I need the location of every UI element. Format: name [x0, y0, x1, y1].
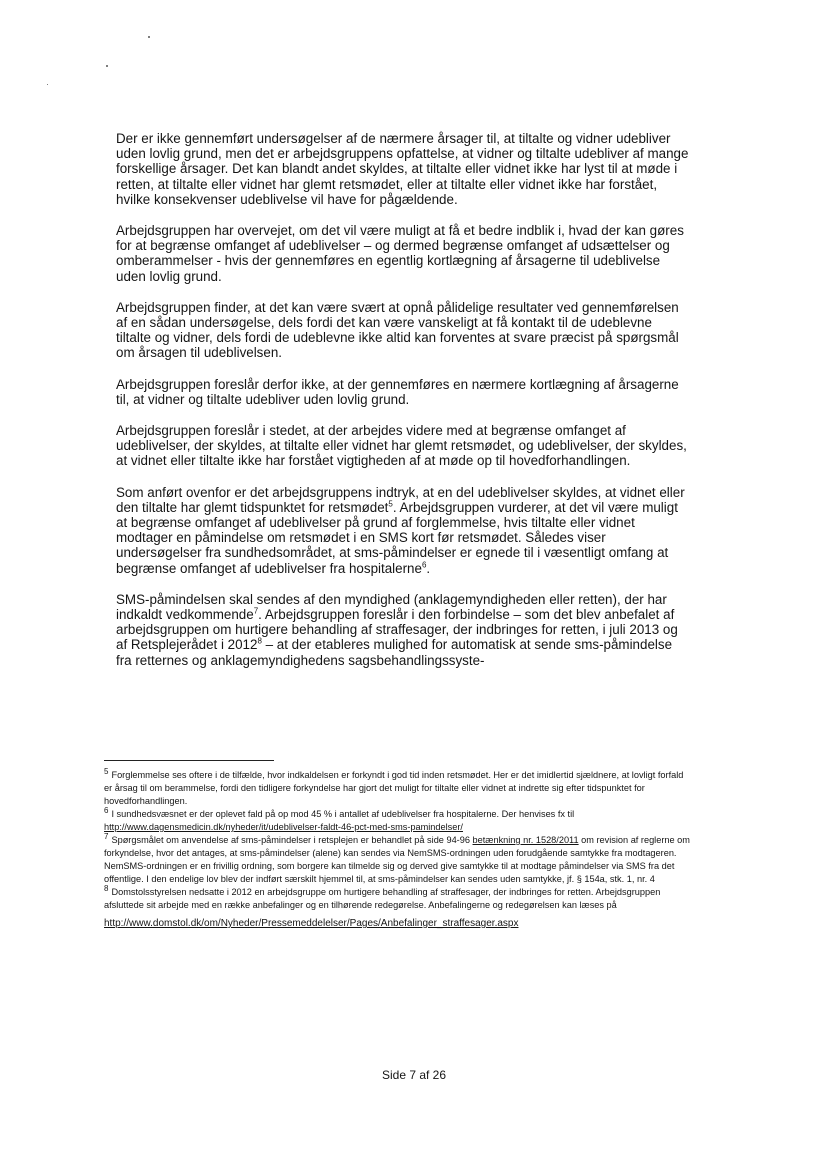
paragraph	[116, 485, 690, 576]
scan-speck	[47, 84, 48, 85]
footnote-text: Spørgsmålet om anvendelse af sms-påmindelser i retsplejen er behandlet på side 94-96	[111, 835, 473, 845]
footnote-number: 8	[104, 883, 109, 893]
footnote-link[interactable]: betænkning nr. 1528/2011	[472, 835, 579, 845]
paragraph-text: Som anført ovenfor er det arbejdsgruppens indtryk, at en del udeblivelser skyldes, at vidnet eller den tiltalte har glemt tidspunktet for retsmødet	[116, 484, 685, 515]
document-body	[116, 131, 690, 684]
paragraph	[116, 592, 690, 668]
footnote-5	[104, 766, 692, 808]
paragraph: Arbejdsgruppen har overvejet, om det vil være muligt at få et bedre indblik i, hvad der kan gøres for at begrænse omfanget af udeblivelser – og dermed begrænse omfanget af udsættelser og omberammelser - hvis der gennemføres en egentlig kortlægning af årsagerne til udeblivelse uden lovlig grund.	[116, 223, 684, 284]
footnote-text: I sundhedsvæsnet er der oplevet fald på op mod 45 % i antallet af udeblivelser fra hospitalerne. Der henvises fx til	[111, 809, 575, 819]
footnote-reference[interactable]: 8	[257, 637, 262, 647]
footnote-7	[104, 831, 692, 886]
paragraph-text: . Arbejdsgruppen foreslår i den forbindelse – som det blev anbefalet af arbejdsgruppen om hurtigere behandling af straffesager, der indbringes for retten, i juli 2013 og af Retsplejerådet i 2012	[116, 607, 678, 653]
footnote-reference[interactable]: 5	[388, 499, 393, 509]
paragraph: Der er ikke gennemført undersøgelser af de nærmere årsager til, at tiltalte og vidner udebliver uden lovlig grund, men det er arbejdsgruppens opfattelse, at vidner og tiltalte udebliver af mange forskellige årsager. Det kan blandt andet skyldes, at tiltalte eller vidnet ikke har lyst til at møde i retten, at tiltalte eller vidnet har glemt retsmødet, eller at tiltalte eller vidnet ikke har forstået, hvilke konsekvenser udeblivelse vil have for pågældende.	[116, 131, 689, 207]
footnote-8	[104, 883, 692, 931]
page-number: Side 7 af 26	[381, 1068, 447, 1082]
paragraph-text: SMS-påmindelsen skal sendes af den myndighed (anklagemyndigheden eller retten), der har indkaldt vedkommende	[116, 591, 667, 623]
footnote-link[interactable]: http://www.dagensmedicin.dk/nyheder/it/udeblivelser-faldt-46-pct-med-sms-pamindelser/	[104, 822, 463, 832]
scan-speck	[148, 36, 150, 38]
paragraph-text: – at der etableres mulighed for automatisk at sende sms-påmindelse fra retternes og anklagemyndighedens sagsbehandlingssyste-	[116, 637, 673, 668]
paragraph-text: . Arbejdsgruppen vurderer, at det vil være muligt at begrænse omfanget af udeblivelser på grund af forglemmelse, hvis tiltalte eller vidnet modtager en påmindelse om retsmødet i en SMS kort før retsmødet. Således viser undersøgelser fra sundhedsområdet, at sms-påmindelser er egnede til i væsentligt omfang at begrænse omfanget af udeblivelser fra hospitalerne	[116, 499, 678, 576]
paragraph: Arbejdsgruppen finder, at det kan være svært at opnå pålidelige resultater ved gennemførelsen af en sådan undersøgelse, dels fordi det kan være vanskeligt at få kontakt til de udeblevne tiltalte og vidner, dels fordi de udeblevne ikke altid kan forventes at svare præcist på spørgsmål om årsagen til udeblivelsen.	[116, 299, 679, 361]
footnote-text: Domstolsstyrelsen nedsatte i 2012 en arbejdsgruppe om hurtigere behandling af straffesager, der indbringes for retten. Arbejdsgruppen afsluttede sit arbejde med en række anbefalinger og en tilhørende redegørelse. Anbefalingerne og redegørelsen kan læses på	[104, 887, 661, 910]
paragraph: Arbejdsgruppen foreslår derfor ikke, at der gennemføres en nærmere kortlægning af årsagerne til, at vidner og tiltalte udebliver uden lovlig grund.	[116, 376, 679, 407]
scan-speck	[106, 65, 108, 67]
footnotes	[104, 760, 692, 931]
footnote-number: 5	[104, 766, 109, 776]
footnote-text: om revision af reglerne om forkyndelse, hvor det antages, at sms-påmindelser (alene) kan sendes via NemSMS-ordningen uden forudgående samtykke fra modtageren. NemSMS-ordningen er en frivillig ordning, som borgere kan tilmelde sig og derved give samtykke til at modtage påmindelser via SMS fra det offentlige. I den endelige lov blev der indført særskilt hjemmel til, at sms-påmindelser kan sendes uden samtykke, jf. § 154a, stk. 1, nr. 4	[104, 835, 690, 884]
footnote-link[interactable]: http://www.domstol.dk/om/Nyheder/Pressemeddelelser/Pages/Anbefalinger_straffesager.aspx	[104, 918, 519, 929]
footnote-text: Forglemmelse ses oftere i de tilfælde, hvor indkaldelsen er forkyndt i god tid inden retsmødet. Her er det imidlertid sjældnere, at lovligt forfald er årsag til om berammelse, fordi den tidligere forkyndelse har gjort det muligt for tiltalte eller vidnet at indrette sig efter tidspunktet for hovedforhandlingen.	[104, 770, 684, 806]
footnote-reference[interactable]: 7	[253, 606, 259, 616]
paragraph: Arbejdsgruppen foreslår i stedet, at der arbejdes videre med at begrænse omfanget af udeblivelser, der skyldes, at tiltalte eller vidnet har glemt retsmødet, og udeblivelser, der skyldes, at vidnet eller tiltalte ikke har forstået vigtigheden af at møde op til hovedforhandlingen.	[116, 423, 687, 469]
footnote-reference[interactable]: 6	[421, 560, 427, 570]
footnote-6	[104, 805, 692, 834]
footnote-number: 6	[104, 805, 109, 815]
footnote-separator	[104, 760, 274, 761]
paragraph-text: .	[426, 560, 431, 576]
footnote-number: 7	[104, 831, 109, 841]
